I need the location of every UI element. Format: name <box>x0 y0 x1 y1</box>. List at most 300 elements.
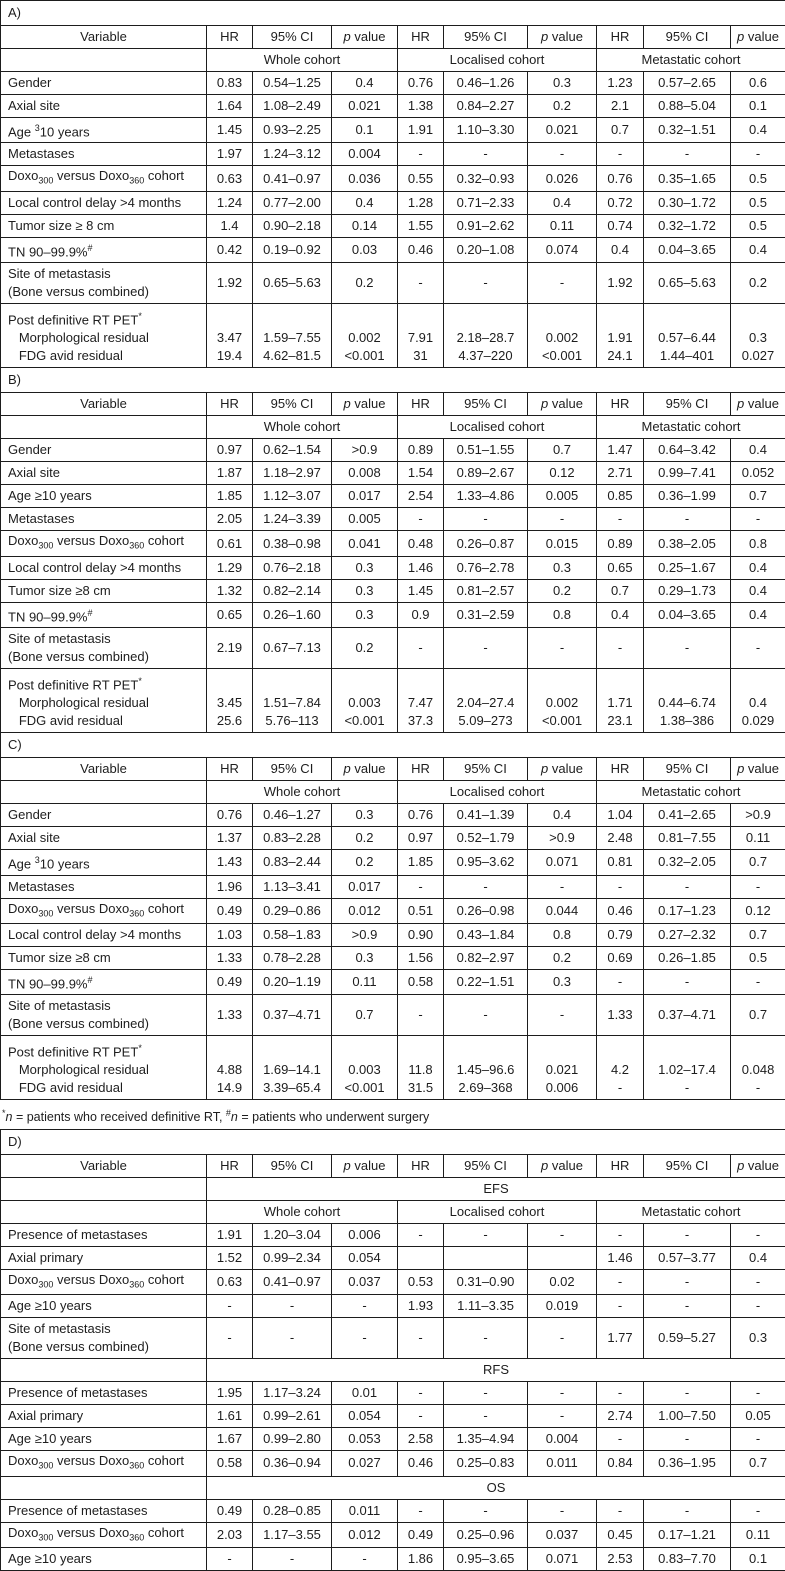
hr-cell: 0.72 <box>597 191 644 214</box>
ci-cell: 0.99–2.80 <box>253 1428 332 1451</box>
hr-cell: 7.91 31 <box>398 304 444 368</box>
empty-cell <box>1 49 207 72</box>
ci-cell: - <box>444 508 528 531</box>
ci-cell: 0.95–3.62 <box>444 850 528 875</box>
empty-cell <box>1 781 207 804</box>
table-row <box>1 462 785 485</box>
ci-cell: 0.81–7.55 <box>644 827 731 850</box>
hr-cell: 0.85 <box>597 485 644 508</box>
p-cell: 0.005 <box>528 485 597 508</box>
ci-cell: 0.65–5.63 <box>644 263 731 304</box>
ci-cell: - <box>644 1428 731 1451</box>
p-cell: 0.1 <box>731 1548 785 1571</box>
hr-cell: - <box>597 1428 644 1451</box>
ci-cell: 0.76–2.78 <box>444 556 528 579</box>
table-section-c <box>0 732 785 1100</box>
ci-cell: 0.43–1.84 <box>444 924 528 947</box>
ci-cell: 0.29–0.86 <box>253 898 332 924</box>
p-cell: - <box>731 1269 785 1295</box>
ci-cell: 1.10–3.30 <box>444 118 528 143</box>
table-row <box>1 733 785 758</box>
p-cell: 0.021 <box>528 118 597 143</box>
hr-cell: 1.85 <box>398 850 444 875</box>
p-cell: 0.4 <box>332 191 398 214</box>
ci-cell: - <box>644 970 731 995</box>
table-row <box>1 1295 785 1318</box>
ci-cell: - <box>644 875 731 898</box>
variable-cell: TN 90–99.9%# <box>1 237 207 262</box>
ci-cell: - <box>444 143 528 166</box>
variable-cell: Post definitive RT PET* Morphological residual FDG avid residual <box>1 304 207 368</box>
p-cell: 0.01 <box>332 1382 398 1405</box>
p-cell: 0.11 <box>332 970 398 995</box>
ci-cell: 1.51–7.84 5.76–113 <box>253 669 332 733</box>
p-cell: 0.2 <box>528 95 597 118</box>
ci-cell: 2.18–28.7 4.37–220 <box>444 304 528 368</box>
hr-cell: 0.42 <box>207 237 253 262</box>
table-row <box>1 850 785 875</box>
table-row <box>1 1451 785 1477</box>
hr-cell: 0.58 <box>207 1451 253 1477</box>
p-cell: 0.6 <box>731 72 785 95</box>
variable-cell: Doxo$_{300}$ versus Doxo$_{360}$ cohort <box>1 1269 207 1295</box>
p-cell: 0.3 <box>528 970 597 995</box>
hr-cell: 1.77 <box>597 1318 644 1359</box>
col-header-ci: 95% CI <box>253 758 332 781</box>
p-cell: 0.8 <box>528 602 597 627</box>
hr-cell: - <box>398 875 444 898</box>
hr-cell: 1.92 <box>207 263 253 304</box>
ci-cell: 0.37–4.71 <box>253 995 332 1036</box>
hr-cell: 1.54 <box>398 462 444 485</box>
p-cell: 0.4 <box>332 72 398 95</box>
table-row <box>1 875 785 898</box>
ci-cell: 0.89–2.67 <box>444 462 528 485</box>
variable-cell: Doxo$_{300}$ versus Doxo$_{360}$ cohort <box>1 1522 207 1548</box>
p-cell: 0.012 <box>332 898 398 924</box>
cohort-header: Whole cohort <box>207 1200 398 1223</box>
variable-cell: Axial primary <box>1 1246 207 1269</box>
hr-cell: 1.32 <box>207 579 253 602</box>
p-cell: 0.3 <box>332 579 398 602</box>
p-cell: 0.3 <box>332 556 398 579</box>
ci-cell: 1.45–96.6 2.69–368 <box>444 1036 528 1100</box>
p-cell: - <box>731 1499 785 1522</box>
table-row <box>1 1359 785 1382</box>
col-header-hr: HR <box>398 26 444 49</box>
ci-cell: 0.99–7.41 <box>644 462 731 485</box>
variable-cell: Age ≥10 years <box>1 485 207 508</box>
ci-cell: 0.90–2.18 <box>253 214 332 237</box>
col-header-pvalue: p value <box>528 393 597 416</box>
hr-cell: 0.7 <box>597 118 644 143</box>
table-row <box>1 1476 785 1499</box>
p-cell: 0.002 <0.001 <box>332 304 398 368</box>
hr-cell: - <box>207 1318 253 1359</box>
col-header-variable: Variable <box>1 26 207 49</box>
p-cell: 0.002 <0.001 <box>528 304 597 368</box>
col-header-ci: 95% CI <box>253 393 332 416</box>
hr-cell: 1.86 <box>398 1548 444 1571</box>
ci-cell: 0.77–2.00 <box>253 191 332 214</box>
ci-cell: 0.25–0.83 <box>444 1451 528 1477</box>
ci-cell: 0.83–2.44 <box>253 850 332 875</box>
hr-cell: 1.85 <box>207 485 253 508</box>
p-cell: 0.11 <box>731 827 785 850</box>
p-cell: 0.004 <box>332 143 398 166</box>
section-label: D) <box>1 1129 785 1154</box>
ci-cell: 0.46–1.27 <box>253 804 332 827</box>
p-cell: 0.7 <box>731 995 785 1036</box>
cohort-header: Localised cohort <box>398 781 597 804</box>
p-cell: - <box>528 1499 597 1522</box>
table-row <box>1 602 785 627</box>
ci-cell: 1.35–4.94 <box>444 1428 528 1451</box>
p-cell: 0.2 <box>731 263 785 304</box>
hr-cell: 1.55 <box>398 214 444 237</box>
p-cell: - <box>528 1405 597 1428</box>
p-cell: 0.05 <box>731 1405 785 1428</box>
hr-cell: 0.76 <box>398 72 444 95</box>
p-cell: 0.027 <box>332 1451 398 1477</box>
p-cell: 0.2 <box>332 628 398 669</box>
p-cell: 0.052 <box>731 462 785 485</box>
ci-cell: 0.46–1.26 <box>444 72 528 95</box>
hr-cell: 0.58 <box>398 970 444 995</box>
endpoint-group-title: EFS <box>207 1177 785 1200</box>
table-row <box>1 628 785 669</box>
ci-cell: 1.18–2.97 <box>253 462 332 485</box>
hr-cell: - <box>597 143 644 166</box>
hr-cell: 0.81 <box>597 850 644 875</box>
hr-cell: 0.45 <box>597 1522 644 1548</box>
p-cell: 0.2 <box>332 827 398 850</box>
ci-cell: 0.51–1.55 <box>444 439 528 462</box>
cohort-header: Whole cohort <box>207 781 398 804</box>
p-cell: - <box>731 508 785 531</box>
p-cell: 0.5 <box>731 947 785 970</box>
variable-cell: Axial site <box>1 462 207 485</box>
p-cell: 0.2 <box>528 579 597 602</box>
table-row <box>1 1428 785 1451</box>
table-row <box>1 1154 785 1177</box>
table-row <box>1 214 785 237</box>
col-header-hr: HR <box>398 758 444 781</box>
p-cell: - <box>528 995 597 1036</box>
col-header-hr: HR <box>597 26 644 49</box>
col-header-pvalue: p value <box>332 393 398 416</box>
p-cell: 0.012 <box>332 1522 398 1548</box>
table-row <box>1 947 785 970</box>
col-header-ci: 95% CI <box>644 393 731 416</box>
variable-cell: Local control delay >4 months <box>1 556 207 579</box>
p-cell: - <box>731 1428 785 1451</box>
p-cell: 0.011 <box>528 1451 597 1477</box>
ci-cell: 0.76–2.18 <box>253 556 332 579</box>
p-cell: 0.3 <box>332 804 398 827</box>
ci-cell: 0.29–1.73 <box>644 579 731 602</box>
cohort-header: Whole cohort <box>207 416 398 439</box>
hr-cell: 2.53 <box>597 1548 644 1571</box>
ci-cell: 0.26–0.87 <box>444 531 528 557</box>
cohort-header: Localised cohort <box>398 416 597 439</box>
p-cell: 0.4 <box>731 579 785 602</box>
col-header-pvalue: p value <box>731 393 785 416</box>
hr-cell: 1.04 <box>597 804 644 827</box>
cohort-header: Whole cohort <box>207 49 398 72</box>
ci-cell: 1.20–3.04 <box>253 1223 332 1246</box>
p-cell: 0.11 <box>528 214 597 237</box>
hr-cell: - <box>398 1318 444 1359</box>
p-cell: - <box>528 508 597 531</box>
col-header-pvalue: p value <box>528 758 597 781</box>
col-header-pvalue: p value <box>731 1154 785 1177</box>
table-row <box>1 416 785 439</box>
hr-cell: 1.56 <box>398 947 444 970</box>
variable-cell: Doxo$_{300}$ versus Doxo$_{360}$ cohort <box>1 166 207 192</box>
variable-cell: Doxo$_{300}$ versus Doxo$_{360}$ cohort <box>1 1451 207 1477</box>
p-cell: >0.9 <box>332 439 398 462</box>
table-section-d <box>0 1129 785 1571</box>
col-header-hr: HR <box>398 393 444 416</box>
p-cell: 0.005 <box>332 508 398 531</box>
hr-cell: 1.37 <box>207 827 253 850</box>
table-row <box>1 508 785 531</box>
p-cell: 0.14 <box>332 214 398 237</box>
table-section-b <box>0 367 785 733</box>
hr-cell: 1.23 <box>597 72 644 95</box>
ci-cell: 0.41–0.97 <box>253 1269 332 1295</box>
p-cell: - <box>332 1318 398 1359</box>
variable-cell: Site of metastasis (Bone versus combined) <box>1 1318 207 1359</box>
hr-cell: 0.83 <box>207 72 253 95</box>
table-row <box>1 898 785 924</box>
hr-cell: 0.49 <box>207 970 253 995</box>
p-cell: 0.071 <box>528 850 597 875</box>
ci-cell: 0.44–6.74 1.38–386 <box>644 669 731 733</box>
hr-cell: 1.38 <box>398 95 444 118</box>
ci-cell: 1.00–7.50 <box>644 1405 731 1428</box>
table-row <box>1 1223 785 1246</box>
p-cell: 0.054 <box>332 1246 398 1269</box>
empty-cell <box>1 1177 207 1200</box>
ci-cell: - <box>444 875 528 898</box>
p-cell: 0.048 - <box>731 1036 785 1100</box>
variable-cell: Tumor size ≥8 cm <box>1 947 207 970</box>
p-cell: - <box>528 1223 597 1246</box>
hr-cell: 1.52 <box>207 1246 253 1269</box>
hr-cell: 2.03 <box>207 1522 253 1548</box>
section-label: A) <box>1 1 785 26</box>
endpoint-group-title: OS <box>207 1476 785 1499</box>
hr-cell: 1.67 <box>207 1428 253 1451</box>
ci-cell: - <box>644 1499 731 1522</box>
p-cell: 0.4 <box>731 602 785 627</box>
p-cell: 0.071 <box>528 1548 597 1571</box>
hr-cell: - <box>398 1499 444 1522</box>
ci-cell: 0.82–2.14 <box>253 579 332 602</box>
col-header-pvalue: p value <box>528 26 597 49</box>
hr-cell: 2.48 <box>597 827 644 850</box>
p-cell: 0.3 <box>332 947 398 970</box>
table-row <box>1 263 785 304</box>
ci-cell: 1.11–3.35 <box>444 1295 528 1318</box>
p-cell: 0.5 <box>731 191 785 214</box>
col-header-ci: 95% CI <box>444 393 528 416</box>
ci-cell: - <box>444 1318 528 1359</box>
p-cell: 0.3 <box>332 602 398 627</box>
hr-cell: 1.87 <box>207 462 253 485</box>
hr-cell <box>398 1246 444 1269</box>
hr-cell: 0.63 <box>207 1269 253 1295</box>
ci-cell: 0.38–2.05 <box>644 531 731 557</box>
ci-cell: 1.02–17.4 - <box>644 1036 731 1100</box>
ci-cell: 0.20–1.19 <box>253 970 332 995</box>
p-cell: 0.12 <box>731 898 785 924</box>
p-cell: 0.003 <0.001 <box>332 1036 398 1100</box>
hr-cell: 1.93 <box>398 1295 444 1318</box>
hr-cell: - <box>398 143 444 166</box>
cohort-header: Localised cohort <box>398 1200 597 1223</box>
p-cell: 0.3 <box>528 72 597 95</box>
ci-cell: 1.17–3.24 <box>253 1382 332 1405</box>
hr-cell: - <box>398 263 444 304</box>
empty-cell <box>1 1359 207 1382</box>
p-cell: - <box>731 1382 785 1405</box>
p-cell: 0.4 <box>731 439 785 462</box>
p-cell: - <box>731 1295 785 1318</box>
hr-cell: 1.43 <box>207 850 253 875</box>
p-cell: 0.044 <box>528 898 597 924</box>
hr-cell: 0.49 <box>207 1499 253 1522</box>
hr-cell: 2.74 <box>597 1405 644 1428</box>
col-header-variable: Variable <box>1 758 207 781</box>
ci-cell: 0.64–3.42 <box>644 439 731 462</box>
ci-cell: - <box>644 508 731 531</box>
p-cell: - <box>731 875 785 898</box>
p-cell: 0.2 <box>528 947 597 970</box>
p-cell: - <box>528 1318 597 1359</box>
ci-cell: - <box>644 1295 731 1318</box>
ci-cell: 1.33–4.86 <box>444 485 528 508</box>
ci-cell: 0.32–2.05 <box>644 850 731 875</box>
hr-cell: - <box>597 628 644 669</box>
p-cell: 0.4 <box>731 556 785 579</box>
p-cell: >0.9 <box>528 827 597 850</box>
hr-cell: 1.24 <box>207 191 253 214</box>
p-cell: 0.7 <box>332 995 398 1036</box>
ci-cell: 0.31–0.90 <box>444 1269 528 1295</box>
ci-cell <box>444 1246 528 1269</box>
hr-cell: 1.46 <box>597 1246 644 1269</box>
table-row <box>1 118 785 143</box>
table-row <box>1 1318 785 1359</box>
variable-cell: Site of metastasis (Bone versus combined) <box>1 995 207 1036</box>
variable-cell: Age ≥10 years <box>1 1548 207 1571</box>
hr-cell: - <box>597 1382 644 1405</box>
ci-cell: - <box>444 1499 528 1522</box>
hr-cell: - <box>597 875 644 898</box>
hr-cell: - <box>398 1382 444 1405</box>
hr-cell: 0.9 <box>398 602 444 627</box>
p-cell: 0.015 <box>528 531 597 557</box>
col-header-ci: 95% CI <box>644 1154 731 1177</box>
section-label: C) <box>1 733 785 758</box>
variable-cell: Post definitive RT PET* Morphological residual FDG avid residual <box>1 669 207 733</box>
ci-cell: 0.32–1.51 <box>644 118 731 143</box>
table-row <box>1 166 785 192</box>
p-cell: - <box>528 875 597 898</box>
p-cell: 0.054 <box>332 1405 398 1428</box>
col-header-ci: 95% CI <box>253 1154 332 1177</box>
p-cell: 0.7 <box>528 439 597 462</box>
table-row <box>1 1036 785 1100</box>
ci-cell: 2.04–27.4 5.09–273 <box>444 669 528 733</box>
hr-cell: 0.46 <box>597 898 644 924</box>
hr-cell: 1.4 <box>207 214 253 237</box>
ci-cell: 0.04–3.65 <box>644 237 731 262</box>
hr-cell: 1.71 23.1 <box>597 669 644 733</box>
ci-cell: 0.65–5.63 <box>253 263 332 304</box>
ci-cell: 0.54–1.25 <box>253 72 332 95</box>
hr-cell: 0.48 <box>398 531 444 557</box>
table-row <box>1 1548 785 1571</box>
hr-cell: 0.63 <box>207 166 253 192</box>
variable-cell: Doxo$_{300}$ versus Doxo$_{360}$ cohort <box>1 898 207 924</box>
ci-cell: 0.57–2.65 <box>644 72 731 95</box>
table-row <box>1 924 785 947</box>
ci-cell: 1.59–7.55 4.62–81.5 <box>253 304 332 368</box>
table-row <box>1 995 785 1036</box>
table-row <box>1 758 785 781</box>
p-cell: 0.053 <box>332 1428 398 1451</box>
p-cell: 0.7 <box>731 485 785 508</box>
ci-cell: - <box>444 628 528 669</box>
empty-cell <box>1 416 207 439</box>
ci-cell: 0.31–2.59 <box>444 602 528 627</box>
hr-cell: 0.7 <box>597 579 644 602</box>
col-header-ci: 95% CI <box>253 26 332 49</box>
hr-cell: 0.76 <box>207 804 253 827</box>
hr-cell: 1.45 <box>398 579 444 602</box>
ci-cell: 0.17–1.23 <box>644 898 731 924</box>
hr-cell: 1.33 <box>207 995 253 1036</box>
hr-cell: 1.64 <box>207 95 253 118</box>
variable-cell: Age $^3$10 years <box>1 850 207 875</box>
hr-cell: 0.89 <box>597 531 644 557</box>
ci-cell: 0.25–0.96 <box>444 1522 528 1548</box>
hr-cell: - <box>597 1499 644 1522</box>
p-cell: 0.7 <box>731 850 785 875</box>
hr-cell: - <box>597 1223 644 1246</box>
hr-cell: 0.97 <box>207 439 253 462</box>
variable-cell: Gender <box>1 439 207 462</box>
ci-cell: 1.12–3.07 <box>253 485 332 508</box>
col-header-hr: HR <box>207 26 253 49</box>
ci-cell: - <box>644 1223 731 1246</box>
ci-cell: 0.27–2.32 <box>644 924 731 947</box>
hr-cell: - <box>597 508 644 531</box>
col-header-variable: Variable <box>1 393 207 416</box>
p-cell: - <box>332 1295 398 1318</box>
p-cell: 0.4 <box>731 118 785 143</box>
ci-cell: - <box>444 995 528 1036</box>
hr-cell: 0.49 <box>207 898 253 924</box>
variable-cell: Metastases <box>1 508 207 531</box>
hr-cell: 0.55 <box>398 166 444 192</box>
hr-cell: 0.4 <box>597 602 644 627</box>
table-row <box>1 556 785 579</box>
